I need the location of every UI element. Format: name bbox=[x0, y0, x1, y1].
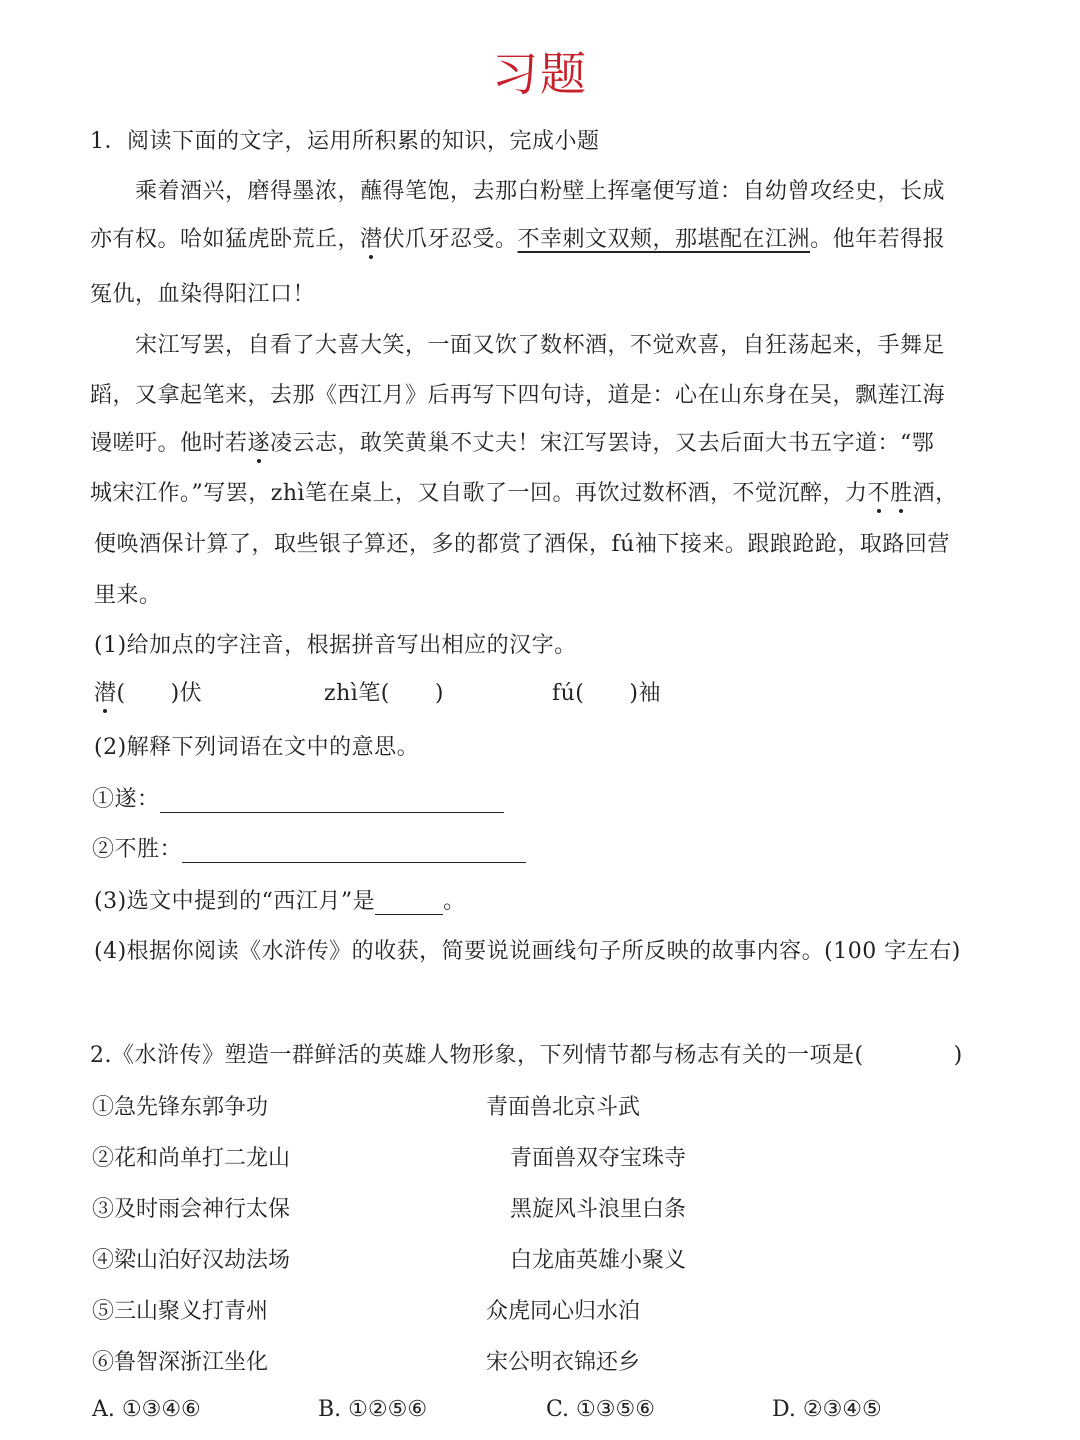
text-segment: 。他年若得报 bbox=[810, 227, 946, 252]
text-segment: 伏爪牙忍受。 bbox=[382, 227, 518, 252]
option-d[interactable]: D. ②③④⑤ bbox=[772, 1397, 882, 1422]
q1-sub4: (4)根据你阅读《水浒传》的收获，简要说说画线句子所反映的故事内容。(100 字左右) bbox=[94, 939, 961, 964]
q1-sub3 bbox=[94, 884, 466, 915]
text-segment: 酒， bbox=[912, 481, 958, 506]
definition-label: ①遂： bbox=[92, 787, 160, 812]
definition-item-sui bbox=[92, 782, 504, 813]
dotted-char: 遂 bbox=[248, 426, 271, 457]
question-text: (3)选文中提到的“西江月”是 bbox=[94, 889, 376, 914]
option-b[interactable]: B. ①②⑤⑥ bbox=[318, 1397, 428, 1422]
option-c[interactable]: C. ①③⑤⑥ bbox=[546, 1397, 655, 1422]
plot-left-item: ⑤三山聚义打青州 bbox=[92, 1299, 269, 1324]
definition-label: ②不胜： bbox=[92, 837, 183, 862]
plot-left-item: ④梁山泊好汉劫法场 bbox=[92, 1248, 291, 1273]
question-text: 。 bbox=[443, 889, 466, 914]
passage-p1-line2 bbox=[90, 222, 945, 253]
dotted-char: 胜 bbox=[890, 476, 913, 507]
underlined-sentence: 不幸刺文双颊，那堪配在江洲 bbox=[517, 227, 811, 252]
q1-sub1: (1)给加点的字注音，根据拼音写出相应的汉字。 bbox=[94, 633, 577, 658]
answer-paren: ( )伏 bbox=[116, 681, 203, 706]
answer-blank[interactable] bbox=[375, 890, 443, 915]
passage-p2-line3 bbox=[90, 426, 934, 457]
plot-right-item: 众虎同心归水泊 bbox=[486, 1299, 641, 1324]
plot-right-item: 青面兽双夺宝珠寺 bbox=[510, 1146, 687, 1171]
definition-item-busheng bbox=[92, 832, 526, 863]
passage-p1-line3: 冤仇，血染得阳江口！ bbox=[90, 282, 316, 307]
plot-right-item: 白龙庙英雄小聚义 bbox=[510, 1248, 687, 1273]
answer-blank[interactable] bbox=[160, 788, 504, 813]
text-segment: 城宋江作。”写罢，zhì笔在桌上，又自歌了一回。再饮过数杯酒，不觉沉醉，力 bbox=[90, 481, 868, 506]
text-segment: 凌云志，敢笑黄巢不丈夫！宋江写罢诗，又去后面大书五字道：“鄂 bbox=[270, 431, 935, 456]
plot-left-item: ②花和尚单打二龙山 bbox=[92, 1146, 291, 1171]
q1-heading: 1．阅读下面的文字，运用所积累的知识，完成小题 bbox=[90, 129, 600, 154]
text-segment: 谩嗟吁。他时若 bbox=[90, 431, 248, 456]
plot-right-item: 宋公明衣锦还乡 bbox=[486, 1350, 641, 1375]
plot-right-item: 黑旋风斗浪里白条 bbox=[510, 1197, 687, 1222]
plot-left-item: ⑥鲁智深浙江坐化 bbox=[92, 1350, 269, 1375]
passage-p1-line1: 乘着酒兴，磨得墨浓，蘸得笔饱，去那白粉壁上挥毫便写道：自幼曾攻经史，长成 bbox=[135, 179, 946, 204]
pinyin-item-zhi: zhì笔( ) bbox=[324, 681, 444, 706]
passage-p2-line4 bbox=[90, 476, 958, 507]
answer-blank[interactable] bbox=[182, 838, 526, 863]
text-segment: 亦有权。哈如猛虎卧荒丘， bbox=[90, 227, 361, 252]
passage-p2-line2: 蹈，又拿起笔来，去那《西江月》后再写下四句诗，道是：心在山东身在吴，飘莲江海 bbox=[90, 383, 946, 408]
q1-sub2: (2)解释下列词语在文中的意思。 bbox=[94, 735, 420, 760]
plot-left-item: ③及时雨会神行太保 bbox=[92, 1197, 291, 1222]
passage-p2-line1: 宋江写罢，自看了大喜大笑，一面又饮了数杯酒，不觉欢喜，自狂荡起来，手舞足 bbox=[135, 333, 946, 358]
page-title: 习题 bbox=[492, 47, 588, 101]
q2-heading: 2.《水浒传》塑造一群鲜活的英雄人物形象，下列情节都与杨志有关的一项是( ) bbox=[90, 1043, 963, 1068]
passage-p2-line5: 便唤酒保计算了，取些银子算还，多的都赏了酒保，fú袖下接来。跟踉跄跄，取路回营 bbox=[94, 532, 950, 557]
dotted-char: 不 bbox=[868, 476, 891, 507]
dotted-char: 潜 bbox=[360, 222, 383, 253]
pinyin-item-qian bbox=[94, 676, 202, 707]
pinyin-item-fu: fú( )袖 bbox=[552, 681, 661, 706]
passage-p2-line6: 里来。 bbox=[94, 583, 162, 608]
dotted-char: 潜 bbox=[94, 676, 117, 707]
plot-right-item: 青面兽北京斗武 bbox=[486, 1095, 641, 1120]
option-a[interactable]: A. ①③④⑥ bbox=[92, 1397, 201, 1422]
plot-left-item: ①急先锋东郭争功 bbox=[92, 1095, 269, 1120]
